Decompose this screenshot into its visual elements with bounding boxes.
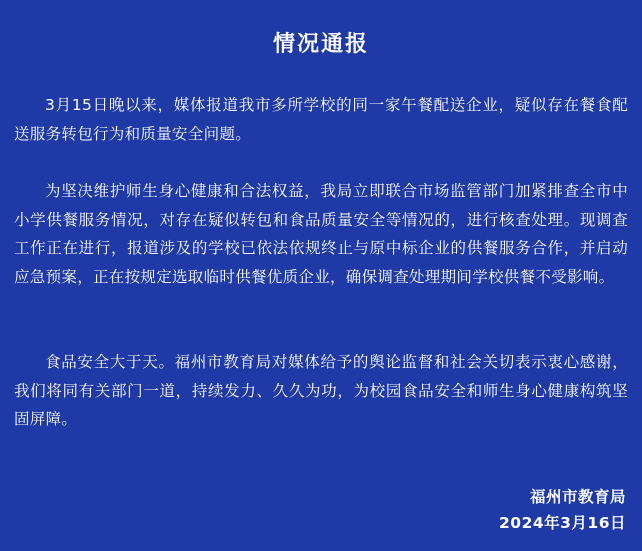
- notice-title: 情况通报: [272, 32, 369, 57]
- notice-paragraph-1: 3月15日晚以来，媒体报道我市多所学校的同一家午餐配送企业，疑似存在餐食配送服务转包行为和质量安全问题。: [14, 96, 628, 143]
- notice-paragraph-2: 为坚决维护师生身心健康和合法权益，我局立即联合市场监管部门加紧排查全市中小学供餐服务情况，对存在疑似转包和食品质量安全等情况的，进行核查处理。现调查工作正在进行，报道涉及的学校已依法依规终止与原中标企业的供餐服务合作，并启动应急预案，正在按规定选取临时供餐优质企业，确保调查处理期间学校供餐不受影响。: [14, 182, 628, 286]
- issuer-signature: 福州市教育局: [529, 488, 626, 506]
- issue-date: 2024年3月16日: [499, 514, 626, 532]
- notice-paragraph-3: 食品安全大于天。福州市教育局对媒体给予的舆论监督和社会关切表示衷心感谢，我们将同有关部门一道，持续发力、久久为功，为校园食品安全和师生身心健康构筑坚固屏障。: [14, 353, 628, 429]
